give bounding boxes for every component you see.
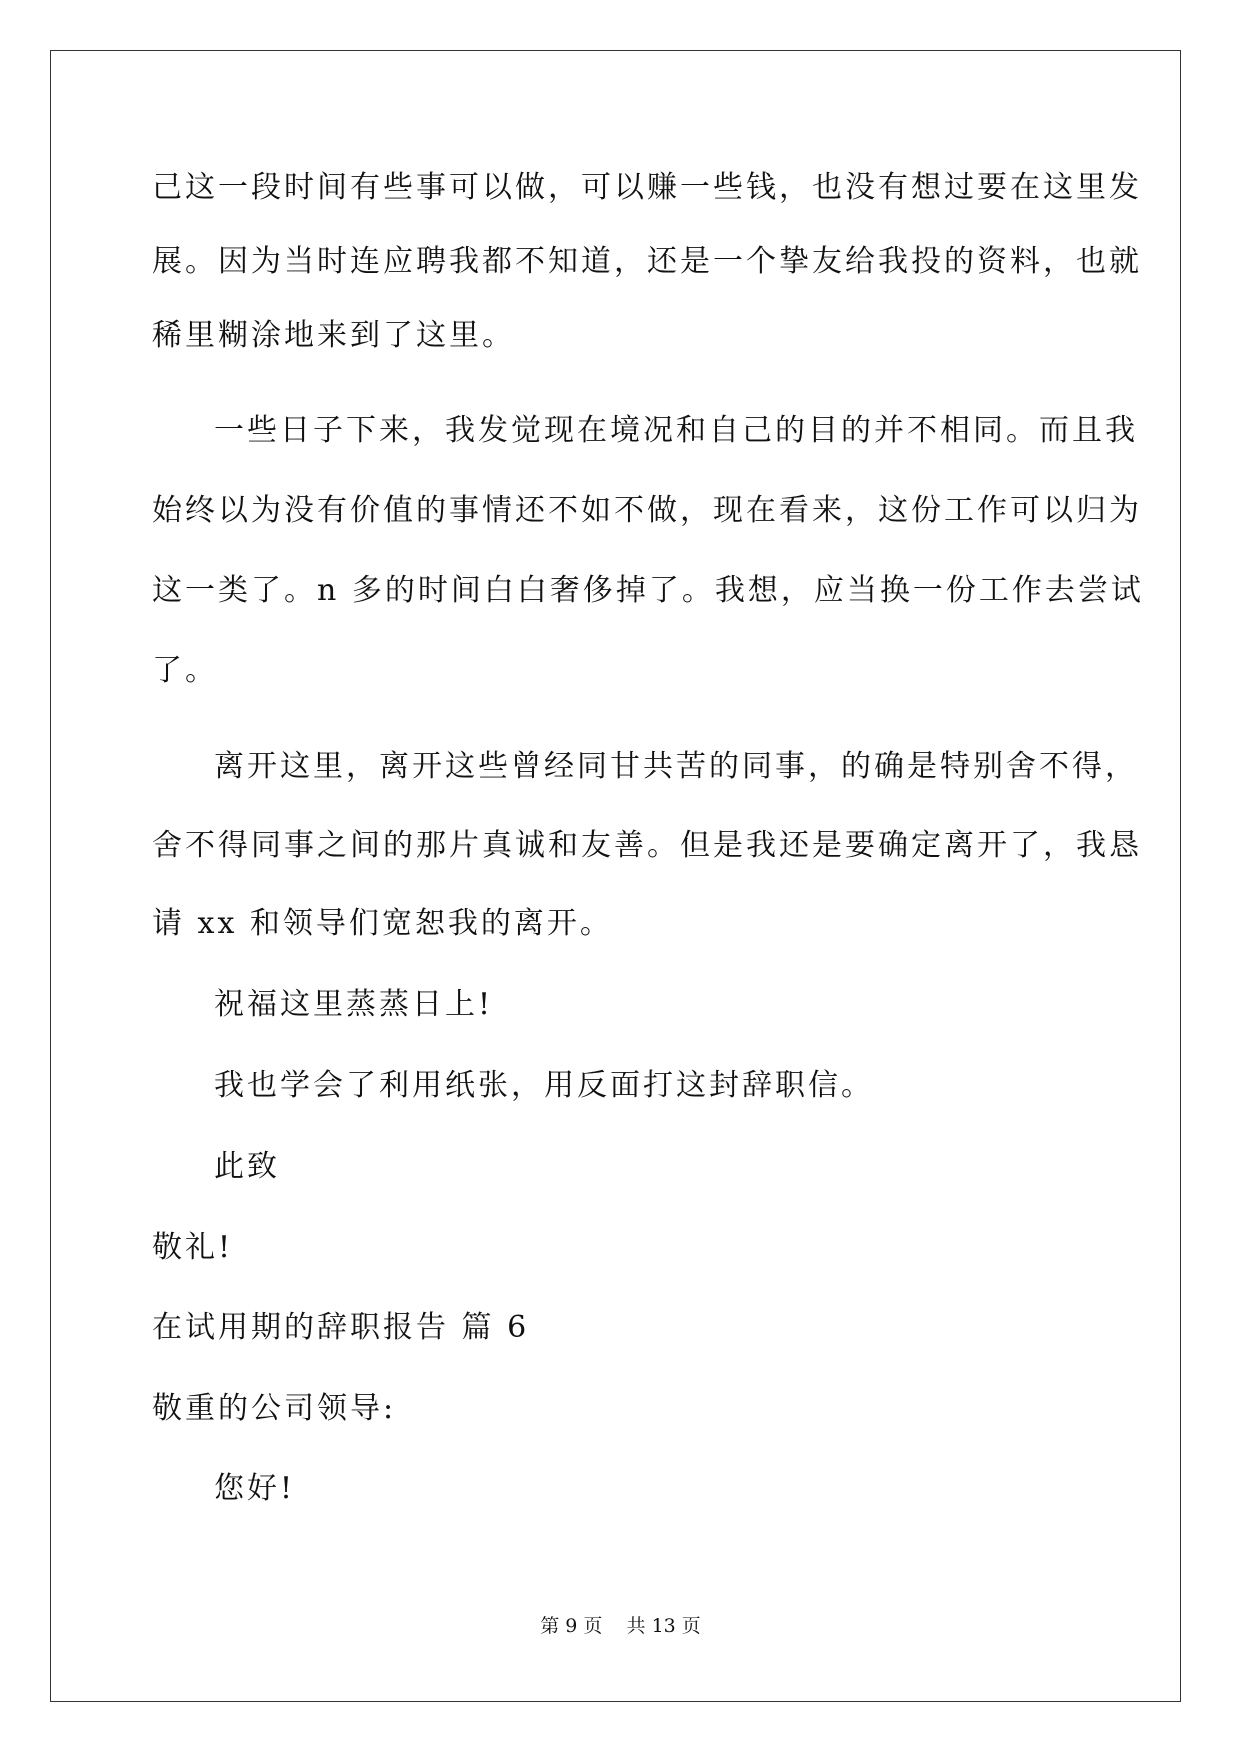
page-footer: 第 9 页 共 13 页 <box>540 1615 701 1637</box>
paragraph-line: 始终以为没有价值的事情还不如不做，现在看来，这份工作可以归为 <box>152 493 1142 528</box>
paragraph-line: 己这一段时间有些事可以做，可以赚一些钱，也没有想过要在这里发 <box>152 170 1142 205</box>
section-heading: 在试用期的辞职报告 篇 6 <box>152 1310 530 1345</box>
salutation-line: 敬礼! <box>152 1230 234 1265</box>
paragraph-line: 舍不得同事之间的那片真诚和友善。但是我还是要确定离开了，我恳 <box>152 828 1142 863</box>
paragraph-line: 一些日子下来，我发觉现在境况和自己的目的并不相同。而且我 <box>214 413 1138 448</box>
blessing-line: 祝福这里蒸蒸日上! <box>214 987 494 1022</box>
paragraph-line: 这一类了。n 多的时间白白奢侈掉了。我想，应当换一份工作去尝试 <box>152 573 1144 608</box>
greeting-line: 您好! <box>214 1471 296 1506</box>
closing-line: 此致 <box>214 1149 280 1184</box>
paragraph-line: 稀里糊涂地来到了这里。 <box>152 318 515 353</box>
paragraph-line: 请 xx 和领导们宽恕我的离开。 <box>152 906 613 941</box>
paragraph-line: 了。 <box>152 653 218 688</box>
paragraph-line: 离开这里，离开这些曾经同甘共苦的同事，的确是特别舍不得， <box>214 749 1138 784</box>
paragraph-line: 展。因为当时连应聘我都不知道，还是一个挚友给我投的资料，也就 <box>152 244 1142 279</box>
page-border <box>50 50 1181 1702</box>
recipient-line: 敬重的公司领导: <box>152 1391 397 1426</box>
paragraph-line: 我也学会了利用纸张，用反面打这封辞职信。 <box>214 1068 874 1103</box>
